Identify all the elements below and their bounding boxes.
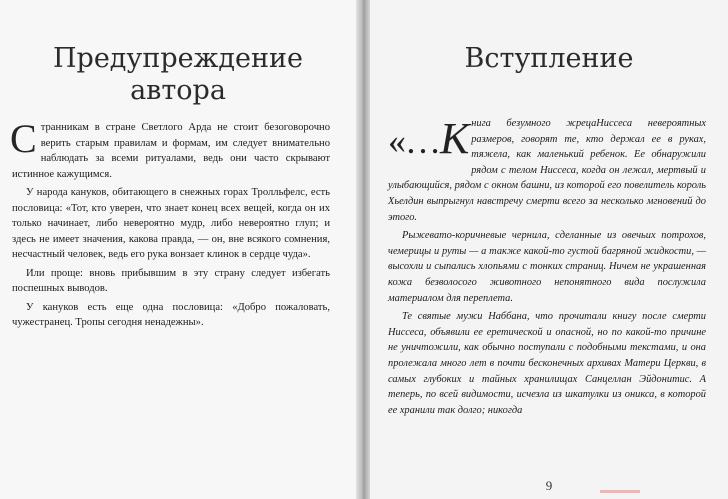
left-page-title xyxy=(20,43,336,107)
left-paragraph-1-text: транникам в стране Светлого Арда не стоит безоговорочно верить старым правилам и формам, им следует внимательно наблюдать за всеми ритуалами, ведь они часто скрывают истинное кажущимся. xyxy=(12,122,330,180)
book-gutter xyxy=(356,0,370,499)
left-paragraph-3: Или проще: вновь прибывшим в эту страну следует избегать поспешных выводов. xyxy=(12,267,330,294)
opening-letter: К xyxy=(440,114,469,163)
right-paragraph-1 xyxy=(388,116,706,225)
opening-quote xyxy=(388,116,468,164)
page-number: 9 xyxy=(545,478,553,493)
right-page xyxy=(370,0,728,499)
right-page-title: Вступление xyxy=(464,43,634,74)
left-title-line-2: автора xyxy=(130,75,226,106)
left-page xyxy=(0,0,356,499)
left-title-line-1: Предупреждение xyxy=(53,43,303,74)
right-paragraph-3: Те святые мужи Наббана, что прочитали книгу после смерти Ниссеса, объявили ее еретической и опасной, но по какой-то причине не уничтожили, как обычно поступали с подобными текстами, и она пролежала много лет в почти бесконечных архивах Матери Церкви, в самых глубоких и тайных хранилищах Санцеллан Эйдонитис. А теперь, по всей видимости, исчезла из шкатулки из оникса, в которой ее хранили так долго; никогда xyxy=(388,311,706,416)
right-paragraph-1-text: нига безумного жрецаНиссеса невероятных размеров, говорят те, кто держал ее в руках, тяжела, как маленький ребенок. Ее обнаружили рядом с телом Ниссеса, когда он лежал, мертвый и улыбающийся, рядом с окном башни, из которой его повелитель король Хьелдин выпрыгнул навстречу смерти всего за несколько мгновений до этого. xyxy=(388,118,706,223)
bottom-marker xyxy=(600,490,640,493)
right-paragraph-2: Рыжевато-коричневые чернила, сделанные из овечьих потрохов, чемерицы и руты — а также какой-то густой багряной жидкости, — высохли и сыпались хлопьями с тонких страниц. Ничем не украшенная кожа безволосого животного непонятного вида послужила материалом для переплета. xyxy=(388,230,706,304)
right-page-body xyxy=(388,116,706,421)
opening-mark: «… xyxy=(388,121,440,161)
left-page-body xyxy=(10,116,330,334)
left-paragraph-4: У кануков есть еще одна пословица: «Добро пожаловать, чужестранец. Тропы сегодня ненадежны». xyxy=(12,301,330,328)
drop-cap: С xyxy=(10,116,37,161)
left-paragraph-1 xyxy=(10,116,330,182)
left-paragraph-2: У народа кануков, обитающего в снежных горах Тролльфелс, есть пословица: «Тот, кто уверен, что знает конец всех вещей, когда он их только начинает, либо невероятно мудр, либо невероятно глуп; и здесь не имеет значения, какова правда, — он, вне всякого сомнения, несчастный человек, ведь его рука вонзает клинок в сердце чуда». xyxy=(12,187,330,260)
